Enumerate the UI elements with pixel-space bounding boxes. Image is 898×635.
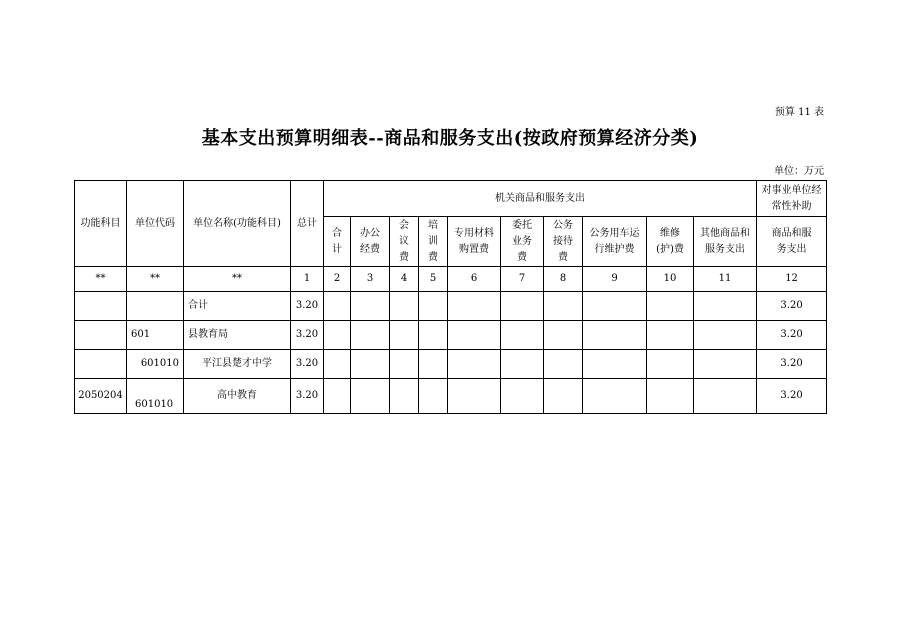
cell-empty <box>324 292 351 321</box>
budget-table <box>74 180 827 414</box>
cell-empty <box>390 350 419 379</box>
cell-empty <box>501 379 544 414</box>
header-unit-name: 单位名称(功能科目) <box>184 181 291 267</box>
table-row <box>75 379 827 414</box>
cell-name: 高中教育 <box>184 379 291 414</box>
index-cell: 2 <box>324 267 351 292</box>
cell-empty <box>390 321 419 350</box>
unit-label: 单位：万元 <box>774 166 824 177</box>
header-row-group <box>75 181 827 217</box>
header-col-5 <box>419 217 448 267</box>
header-col-6-text: 专用材料购置费 <box>454 227 494 255</box>
table-row <box>75 350 827 379</box>
cell-col12: 3.20 <box>757 350 827 379</box>
cell-empty <box>694 292 757 321</box>
cell-empty <box>351 321 390 350</box>
cell-empty <box>351 292 390 321</box>
cell-empty <box>351 350 390 379</box>
cell-empty <box>694 379 757 414</box>
cell-empty <box>448 350 501 379</box>
cell-empty <box>544 321 583 350</box>
cell-empty <box>324 350 351 379</box>
cell-empty <box>544 379 583 414</box>
cell-empty <box>419 321 448 350</box>
cell-empty <box>647 321 694 350</box>
header-col-2 <box>324 217 351 267</box>
index-cell: 3 <box>351 267 390 292</box>
header-col-8-text: 公务接待费 <box>553 219 573 263</box>
index-cell: 11 <box>694 267 757 292</box>
header-col-10-text: 维修(护)费 <box>656 227 684 255</box>
index-cell: 4 <box>390 267 419 292</box>
header-col-9 <box>583 217 647 267</box>
index-cell: ** <box>75 267 127 292</box>
header-col-11 <box>694 217 757 267</box>
table-row <box>75 292 827 321</box>
cell-total: 3.20 <box>291 350 324 379</box>
cell-empty <box>583 321 647 350</box>
cell-func <box>75 321 127 350</box>
cell-empty <box>694 350 757 379</box>
cell-empty <box>647 350 694 379</box>
cell-name: 合计 <box>184 292 291 321</box>
index-row <box>75 267 827 292</box>
header-col-9-text: 公务用车运行维护费 <box>589 227 640 255</box>
header-col-6 <box>448 217 501 267</box>
table-row <box>75 321 827 350</box>
page-title: 基本支出预算明细表--商品和服务支出(按政府预算经济分类) <box>201 128 699 149</box>
cell-name: 平江县楚才中学 <box>184 350 291 379</box>
header-col-4 <box>390 217 419 267</box>
cell-code: 601010 <box>127 350 184 379</box>
cell-empty <box>419 379 448 414</box>
cell-total: 3.20 <box>291 292 324 321</box>
cell-func <box>75 350 127 379</box>
cell-empty <box>501 350 544 379</box>
cell-empty <box>501 292 544 321</box>
header-col-2-text: 合计 <box>332 227 342 255</box>
header-group-subsidy-text: 对事业单位经常性补助 <box>761 184 822 212</box>
index-cell: 1 <box>291 267 324 292</box>
cell-empty <box>390 292 419 321</box>
cell-empty <box>419 292 448 321</box>
header-func-subject: 功能科目 <box>75 181 127 267</box>
cell-func: 2050204 <box>75 379 127 414</box>
cell-code: 601010 <box>127 379 184 414</box>
cell-empty <box>351 379 390 414</box>
cell-empty <box>647 292 694 321</box>
header-col-11-text: 其他商品和服务支出 <box>700 227 751 255</box>
index-cell: 7 <box>501 267 544 292</box>
header-total: 总计 <box>291 181 324 267</box>
index-cell: 12 <box>757 267 827 292</box>
header-col-7 <box>501 217 544 267</box>
index-cell: ** <box>127 267 184 292</box>
cell-empty <box>448 379 501 414</box>
index-cell: 8 <box>544 267 583 292</box>
cell-empty <box>544 292 583 321</box>
cell-code: 601 <box>127 321 184 350</box>
cell-col12: 3.20 <box>757 379 827 414</box>
cell-func <box>75 292 127 321</box>
index-cell: ** <box>184 267 291 292</box>
header-unit-code: 单位代码 <box>127 181 184 267</box>
cell-empty <box>544 350 583 379</box>
index-cell: 5 <box>419 267 448 292</box>
header-col-7-text: 委托业务费 <box>512 219 532 263</box>
header-col-3 <box>351 217 390 267</box>
header-col-4-text: 会议费 <box>399 219 409 263</box>
cell-empty <box>419 350 448 379</box>
cell-empty <box>647 379 694 414</box>
header-col-10 <box>647 217 694 267</box>
header-col-12-text: 商品和服务支出 <box>771 227 812 255</box>
header-group-subsidy <box>757 181 827 217</box>
header-col-5-text: 培训费 <box>428 219 438 263</box>
cell-empty <box>583 292 647 321</box>
index-cell: 6 <box>448 267 501 292</box>
cell-empty <box>448 292 501 321</box>
header-col-8 <box>544 217 583 267</box>
cell-empty <box>501 321 544 350</box>
cell-empty <box>448 321 501 350</box>
header-group-goods: 机关商品和服务支出 <box>324 181 757 217</box>
header-col-12 <box>757 217 827 267</box>
header-col-3-text: 办公经费 <box>360 227 380 255</box>
index-cell: 10 <box>647 267 694 292</box>
cell-code <box>127 292 184 321</box>
cell-empty <box>694 321 757 350</box>
cell-total: 3.20 <box>291 379 324 414</box>
form-number: 预算 11 表 <box>774 107 824 118</box>
cell-total: 3.20 <box>291 321 324 350</box>
cell-col12: 3.20 <box>757 321 827 350</box>
cell-empty <box>324 379 351 414</box>
cell-col12: 3.20 <box>757 292 827 321</box>
cell-name: 县教育局 <box>184 321 291 350</box>
cell-empty <box>583 379 647 414</box>
cell-empty <box>390 379 419 414</box>
cell-empty <box>324 321 351 350</box>
index-cell: 9 <box>583 267 647 292</box>
cell-empty <box>583 350 647 379</box>
